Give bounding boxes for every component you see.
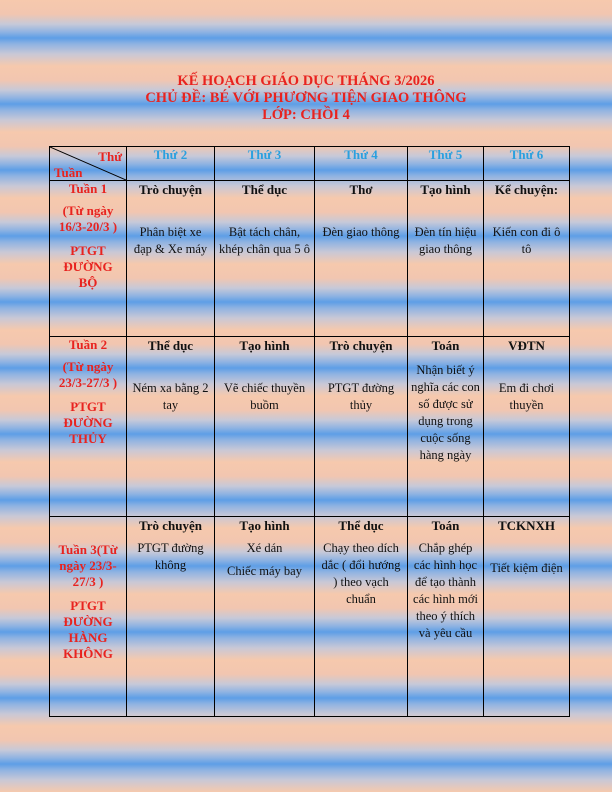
activity-cell	[127, 337, 215, 517]
activity-type: Trò chuyện	[139, 518, 202, 533]
week-cell	[50, 337, 127, 517]
activity-type: Thơ	[349, 182, 373, 197]
activity-type: Thể dục	[147, 338, 194, 353]
activity-content: Phân biệt xe đạp & Xe máy	[133, 225, 208, 256]
activity-content: Đèn tín hiệu giao thông	[414, 225, 477, 256]
week-row	[50, 337, 570, 517]
activity-type: Tạo hình	[420, 182, 471, 197]
corner-day-label: Thứ	[98, 149, 122, 164]
activity-type: Trò chuyện	[329, 338, 393, 353]
activity-type: Trò chuyện	[139, 182, 202, 197]
activity-type: VĐTN	[508, 338, 545, 353]
week-range: (Từ ngày 23/3-27/3 )	[58, 359, 118, 390]
week-name: Tuần 3(Từ ngày 23/3-27/3 )	[58, 542, 118, 589]
week-theme: PTGT ĐƯỜNG THỦY	[63, 399, 113, 446]
activity-cell	[215, 517, 315, 717]
week-range: (Từ ngày 16/3-20/3 )	[58, 203, 118, 234]
corner-week-label: Tuần	[54, 165, 83, 180]
activity-cell	[215, 337, 315, 517]
corner-cell	[50, 147, 127, 181]
week-row	[50, 517, 570, 717]
plan-title: KẾ HOẠCH GIÁO DỤC THÁNG 3/2026	[177, 73, 435, 89]
activity-content: Vẽ chiếc thuyền buồm	[223, 381, 306, 412]
activity-cell	[408, 337, 484, 517]
activity-cell	[484, 517, 570, 717]
day-header: Thứ 5	[408, 147, 484, 181]
activity-content: Chiếc máy bay	[227, 564, 302, 578]
activity-content: Đèn giao thông	[322, 225, 400, 239]
activity-content: Em đi chơi thuyền	[498, 381, 555, 412]
activity-content: Chắp ghép các hình học để tạo thành các hình mới theo ý thích và yêu cầu	[413, 541, 478, 640]
day-header: Thứ 2	[127, 147, 215, 181]
day-header: Thứ 3	[215, 147, 315, 181]
activity-type: Tạo hình	[239, 338, 290, 353]
activity-cell	[315, 517, 408, 717]
week-row	[50, 181, 570, 337]
activity-cell	[215, 181, 315, 337]
theme-title: CHỦ ĐỀ: BÉ VỚI PHƯƠNG TIỆN GIAO THÔNG	[145, 90, 467, 106]
activity-content: Ném xa bằng 2 tay	[132, 381, 209, 412]
class-title: LỚP: CHỒI 4	[262, 107, 350, 123]
day-header: Thứ 6	[484, 147, 570, 181]
activity-type: Kể chuyện:	[494, 182, 559, 197]
activity-type: Thể dục	[338, 518, 384, 533]
activity-cell	[315, 181, 408, 337]
activity-cell	[484, 337, 570, 517]
activity-cell	[408, 517, 484, 717]
activity-cell	[315, 337, 408, 517]
week-theme: PTGT ĐƯỜNG HÀNG KHÔNG	[63, 598, 113, 661]
activity-content: Xé dán	[246, 541, 283, 555]
week-theme: PTGT ĐƯỜNG BỘ	[63, 243, 113, 290]
activity-content: Bật tách chân, khép chân qua 5 ô	[219, 225, 310, 256]
activity-content: Nhận biết ý nghĩa các con số được sử dụng trong cuộc sống hàng ngày	[411, 363, 480, 462]
activity-cell	[127, 517, 215, 717]
activity-content: PTGT đường không	[137, 541, 204, 572]
activity-type: TCKNXH	[497, 518, 556, 533]
education-plan-table	[49, 146, 570, 717]
activity-type: Tạo hình	[239, 518, 290, 533]
activity-type: Thể dục	[241, 182, 288, 197]
document-title-block	[0, 73, 612, 124]
activity-content: PTGT đường thủy	[327, 381, 395, 412]
activity-type: Toán	[431, 518, 460, 533]
week-cell	[50, 517, 127, 717]
activity-content: Chạy theo dích dắc ( đổi hướng ) theo vạch chuẩn	[321, 541, 401, 606]
activity-cell	[127, 181, 215, 337]
activity-content: Tiết kiệm điện	[490, 561, 563, 575]
activity-cell	[484, 181, 570, 337]
header-row	[50, 147, 570, 181]
activity-cell	[408, 181, 484, 337]
week-name: Tuần 1	[68, 181, 108, 196]
week-cell	[50, 181, 127, 337]
week-name: Tuần 2	[68, 337, 108, 352]
activity-type: Toán	[431, 338, 460, 353]
activity-content: Kiến con đi ô tô	[492, 225, 561, 256]
day-header: Thứ 4	[315, 147, 408, 181]
